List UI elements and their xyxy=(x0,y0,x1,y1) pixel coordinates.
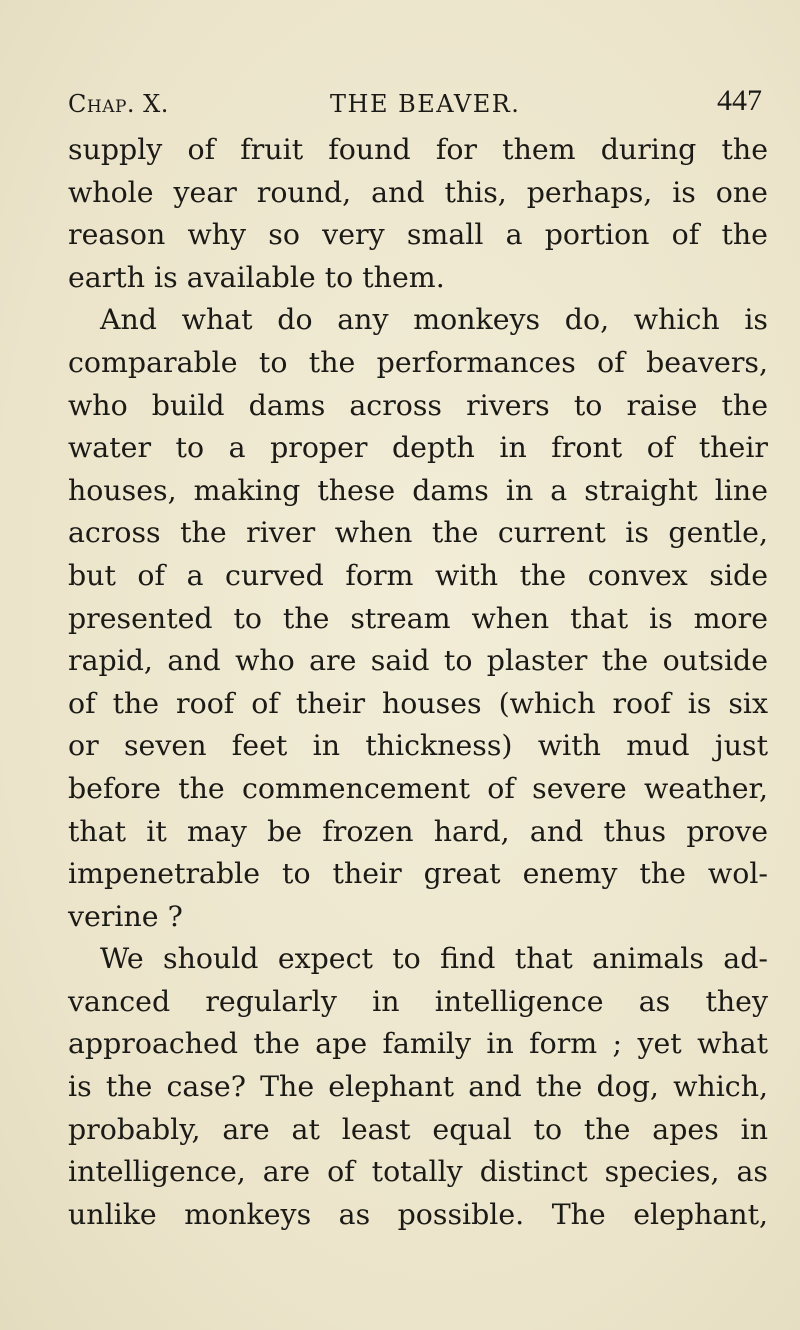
text-line: water to a proper depth in front of their xyxy=(68,431,768,465)
text-line: comparable to the performances of beavers, xyxy=(68,345,768,379)
text-line: verine ? xyxy=(68,899,183,933)
chapter-label: Chap. X. xyxy=(68,90,169,118)
text-line: of the roof of their houses (which roof is six xyxy=(68,686,768,720)
text-line: whole year round, and this, perhaps, is one xyxy=(68,175,768,209)
text-line: We should expect to find that animals ad- xyxy=(100,942,768,976)
text-line: intelligence, are of totally distinct species, as xyxy=(68,1155,768,1189)
text-line: rapid, and who are said to plaster the outside xyxy=(68,644,768,678)
text-line: unlike monkeys as possible. The elephant, xyxy=(68,1197,768,1231)
text-line: approached the ape family in form ; yet what xyxy=(68,1027,768,1061)
running-head xyxy=(68,84,768,124)
text-line: houses, making these dams in a straight line xyxy=(68,473,768,507)
body-text xyxy=(68,129,768,1236)
text-line: who build dams across rivers to raise the xyxy=(68,388,768,422)
text-line: And what do any monkeys do, which is xyxy=(100,303,768,337)
text-line: impenetrable to their great enemy the wol- xyxy=(68,857,768,891)
page-title: THE BEAVER. xyxy=(330,90,521,118)
text-line: is the case? The elephant and the dog, which, xyxy=(68,1070,768,1104)
text-line: supply of fruit found for them during the xyxy=(68,133,768,166)
text-line: earth is available to them. xyxy=(68,260,445,294)
text-line: across the river when the current is gentle, xyxy=(68,516,768,550)
text-line: that it may be frozen hard, and thus prove xyxy=(68,814,768,848)
text-line: reason why so very small a portion of the xyxy=(68,218,768,252)
text-line: or seven feet in thickness) with mud just xyxy=(68,729,768,763)
page-number: 447 xyxy=(717,84,762,117)
text-line: probably, are at least equal to the apes in xyxy=(68,1112,768,1146)
text-line: before the commencement of severe weather, xyxy=(68,771,768,805)
text-line: vanced regularly in intelligence as they xyxy=(68,984,768,1018)
text-line: presented to the stream when that is more xyxy=(68,601,768,635)
text-line: but of a curved form with the convex side xyxy=(68,558,768,592)
